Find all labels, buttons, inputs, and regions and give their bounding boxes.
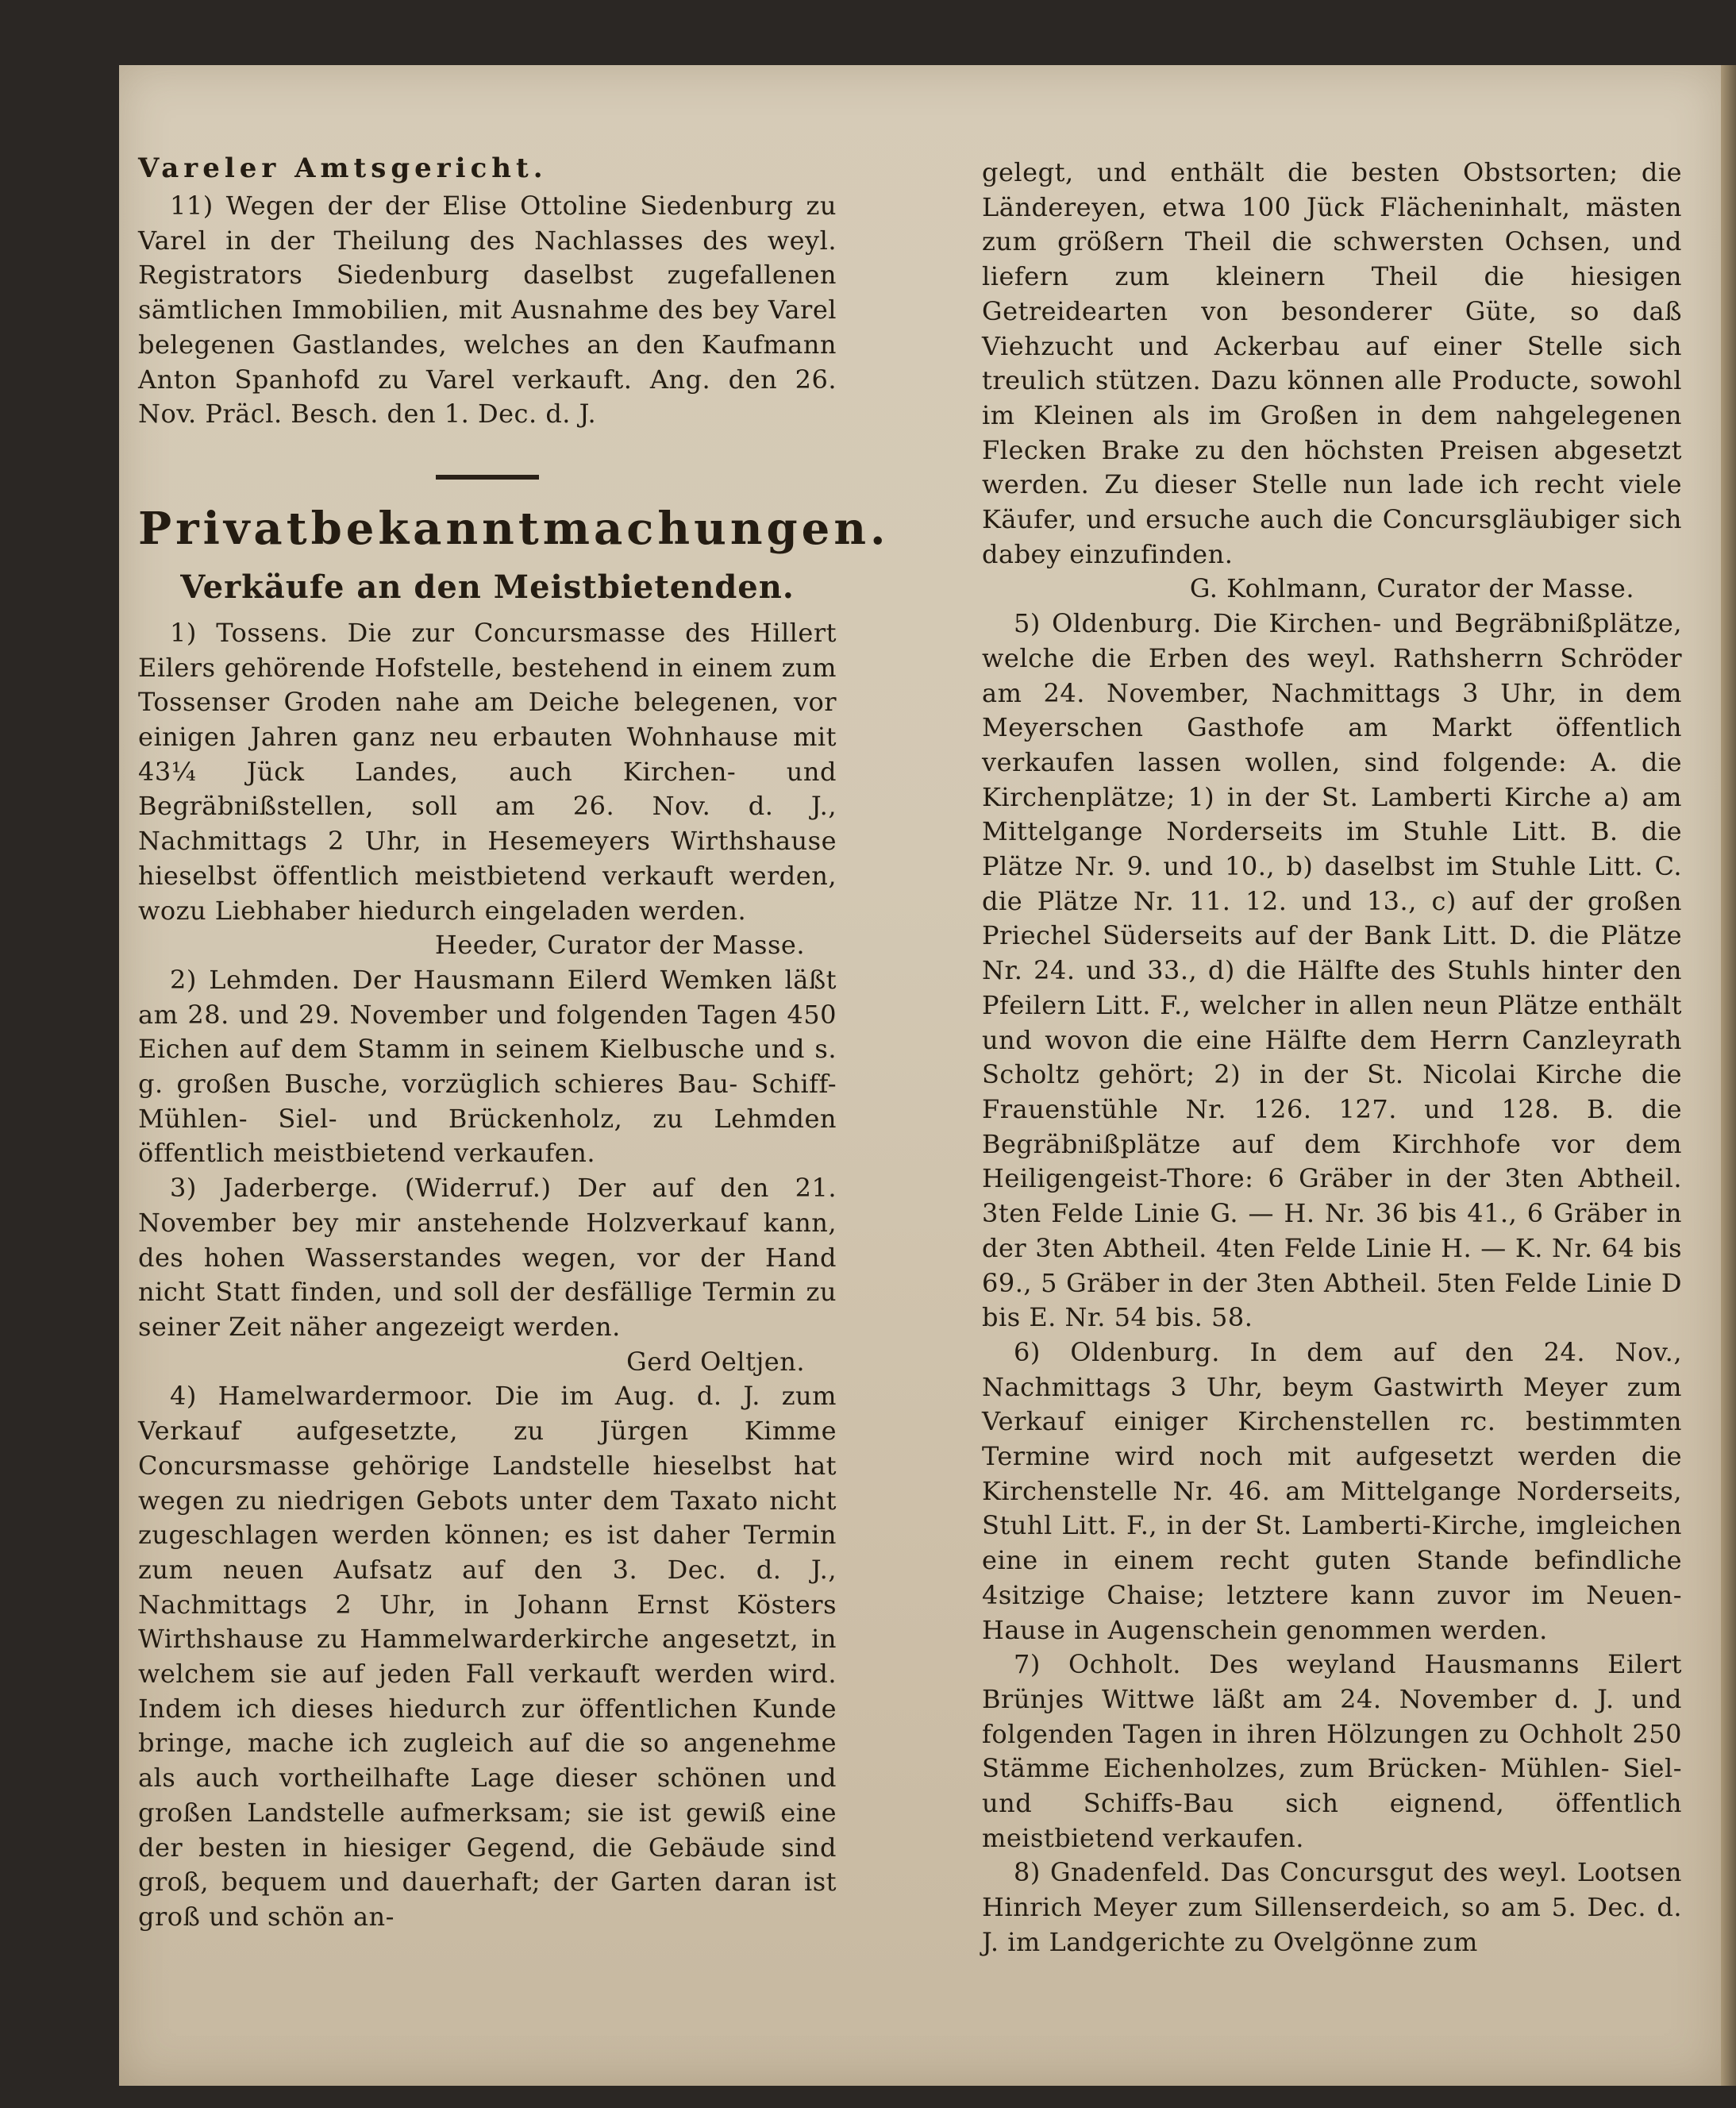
item-6: 6) Oldenburg. In dem auf den 24. Nov., Nachmittags 3 Uhr, beym Gastwirth Meyer zum Verkauf einiger Kirchenstellen rc. bestimmten Termine wird noch mit aufgesetzt werden die Kirchenstelle Nr. 46. am Mittelgange Norderseits, Stuhl Litt. F., in der St. Lamberti-Kirche, imgleichen eine in einem recht guten Stande befindliche 4sitzige Chaise; letztere kann zuvor im Neuen-Hause in Augenschein genommen werden. — [982, 1336, 1682, 1645]
court-heading: Vareler Amtsgericht. — [138, 152, 548, 184]
subsection-title: Verkäufe an den Meistbietenden. — [180, 568, 795, 606]
item-4: 4) Hamelwardermoor. Die im Aug. d. J. zum Verkauf aufgesetzte, zu Jürgen Kimme Concursmasse gehörige Landstelle hieselbst hat wegen zu niedrigen Gebots unter dem Taxato nicht zugeschlagen werden können; es ist daher Termin zum neuen Aufsatz auf den 3. Dec. d. J., Nachmittags 2 Uhr, in Johann Ernst Kösters Wirthshause zu Hammelwarderkirche angesetzt, in welchem sie auf jeden Fall verkauft werden wird. Indem ich dieses hiedurch zur öffentlichen Kunde bringe, mache ich zugleich auf die so angenehme als auch vortheilhafte Lage dieser schönen und großen Landstelle aufmerksam; sie ist gewiß eine der besten in hiesiger Gegend, die Gebäude sind groß, bequem und dauerhaft; der Garten daran ist groß und schön an- — [138, 1381, 837, 1932]
item-7: 7) Ochholt. Des weyland Hausmanns Eilert Brünjes Wittwe läßt am 24. November d. J. und folgenden Tagen in ihren Hölzungen zu Ochholt 250 Stämme Eichenholzes, zum Brücken- Mühlen- Siel- und Schiffs-Bau sich eignend, öffentlich meistbietend verkaufen. — [982, 1649, 1682, 1853]
item-1: 1) Tossens. Die zur Concursmasse des Hillert Eilers gehörende Hofstelle, bestehend in einem zum Tossenser Groden nahe am Deiche belegenen, vor einigen Jahren ganz neu erbauten Wohnhause mit 43¼ Jück Landes, auch Kirchen- und Begräbnißstellen, soll am 26. Nov. d. J., Nachmittags 2 Uhr, in Hesemeyers Wirthshause hieselbst öffentlich meistbietend verkauft werden, wozu Liebhaber hiedurch eingeladen werden. — [138, 617, 837, 926]
item-2: 2) Lehmden. Der Hausmann Eilerd Wemken läßt am 28. und 29. November und folgenden Tagen 450 Eichen auf dem Stamm in seinem Kielbusche und s. g. großen Busche, vorzüglich schieres Bau- Schiff- Mühlen- Siel- und Brückenholz, zu Lehmden öffentlich meistbietend verkaufen. — [138, 964, 837, 1169]
left-column — [138, 151, 890, 1935]
item-8: 8) Gnadenfeld. Das Concursgut des weyl. Lootsen Hinrich Meyer zum Sillenserdeich, so am 5. Dec. d. J. im Landgerichte zu Ovelgönne zum — [982, 1857, 1682, 1957]
section-divider — [436, 475, 539, 480]
item-1-signature: Heeder, Curator der Masse. — [434, 930, 805, 961]
item-3-signature: Gerd Oeltjen. — [626, 1346, 805, 1377]
notice-11: 11) Wegen der der Elise Ottoline Siedenburg zu Varel in der Theilung des Nachlasses des weyl. Registrators Siedenburg daselbst zugefallenen sämtlichen Immobilien, mit Ausnahme des bey Varel belegenen Gastlandes, welches an den Kaufmann Anton Spanhofd zu Varel verkauft. Ang. den 26. Nov. Präcl. Besch. den 1. Dec. d. J. — [138, 191, 837, 430]
item-5: 5) Oldenburg. Die Kirchen- und Begräbnißplätze, welche die Erben des weyl. Rathsherrn Schröder am 24. November, Nachmittags 3 Uhr, in dem Meyerschen Gasthofe am Markt öffentlich verkaufen lassen wollen, sind folgende: A. die Kirchenplätze; 1) in der St. Lamberti Kirche a) am Mittelgange Norderseits im Stuhle Litt. B. die Plätze Nr. 9. und 10., b) daselbst im Stuhle Litt. C. die Plätze Nr. 11. 12. und 13., c) auf der großen Priechel Süderseits auf der Bank Litt. D. die Plätze Nr. 24. und 33., d) die Hälfte des Stuhls hinter den Pfeilern Litt. F., welcher in allen neun Plätze enthält und wovon die eine Hälfte dem Herrn Canzleyrath Scholtz gehört; 2) in der St. Nicolai Kirche die Frauenstühle Nr. 126. 127. und 128. B. die Begräbnißplätze auf dem Kirchhofe vor dem Heiligengeist-Thore: 6 Gräber in der 3ten Abtheil. 3ten Felde Linie G. — H. Nr. 36 bis 41., 6 Gräber in der 3ten Abtheil. 4ten Felde Linie H. — K. Nr. 64 bis 69., 5 Gräber in der 3ten Abtheil. 5ten Felde Linie D bis E. Nr. 54 bis. 58. — [982, 608, 1682, 1333]
item-4-continued: gelegt, und enthält die besten Obstsorten; die Ländereyen, etwa 100 Jück Flächeninhalt, mästen zum größern Theil die schwersten Ochsen, und liefern zum kleinern Theil die hiesigen Getreidearten von besonderer Güte, so daß Viehzucht und Ackerbau auf einer Stelle sich treulich stützen. Dazu können alle Producte, sowohl im Kleinen als im Großen in dem nahgelegenen Flecken Brake zu den höchsten Preisen abgesetzt werden. Zu dieser Stelle nun lade ich recht viele Käufer, und ersuche auch die Concursgläubiger sich dabey einzufinden. — [982, 157, 1682, 569]
right-column — [982, 156, 1682, 1960]
section-title: Privatbekanntmachungen. — [138, 502, 890, 555]
item-3: 3) Jaderberge. (Widerruf.) Der auf den 21. November bey mir anstehende Holzverkauf kann, des hohen Wasserstandes wegen, vor der Hand nicht Statt finden, und soll der desfällige Termin zu seiner Zeit näher angezeigt werden. — [138, 1173, 837, 1342]
item-4-signature: G. Kohlmann, Curator der Masse. — [1189, 573, 1634, 604]
page-edge — [1721, 65, 1736, 2086]
